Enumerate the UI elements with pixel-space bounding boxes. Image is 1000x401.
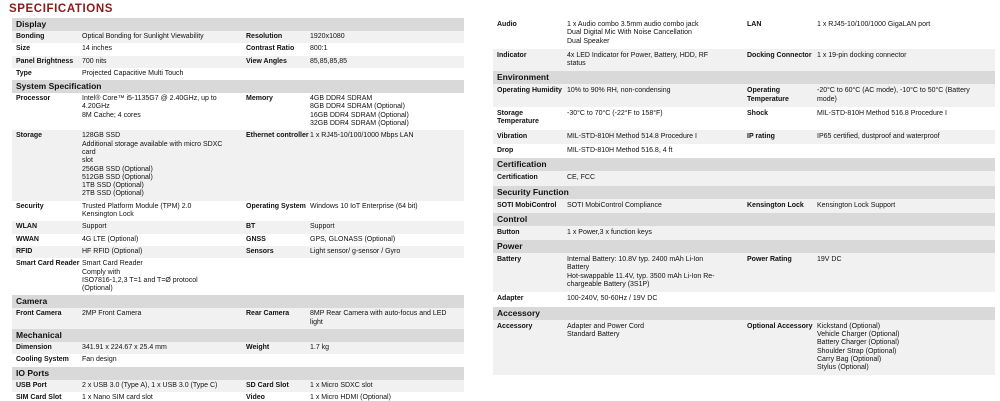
spec-label: Bonding [16,33,45,40]
spec-label: Certification [497,174,538,182]
spec-label: Front Camera [16,310,62,318]
spec-section-camera [12,295,464,329]
spec-label: Size [16,45,31,53]
spec-label [242,356,310,364]
spec-label: Security [16,202,44,210]
spec-value [817,174,995,182]
spec-row [12,342,464,354]
spec-row [12,308,464,329]
spec-row [493,84,995,107]
spec-label: Weight [246,344,270,352]
spec-section-environment [493,71,995,158]
spec-row [12,246,464,258]
spec-label: Memory [246,95,273,103]
section-header: Mechanical [12,329,464,342]
spec-row [12,56,464,68]
spec-value: 1920x1080 [310,33,345,40]
spec-label: Kensington Lock [747,201,804,209]
spec-label: BT [246,223,256,231]
spec-value: 1 x Power,3 x function keys [567,228,652,236]
section-header: Power [493,240,995,253]
spec-label: Ethernet controller [246,132,309,140]
spec-row [493,199,995,213]
spec-label: Operating System [246,202,306,210]
spec-label [743,147,817,155]
spec-value: MIL-STD-810H Method 516.8 Procedure I [817,110,947,118]
spec-row [12,234,464,246]
spec-row [493,253,995,292]
section-header: Camera [12,295,464,308]
spec-row [493,320,995,376]
spec-value: 1 x Audio combo 3.5mm audio combo jack Dual Digital Mic With Noise Cancellation Dual Speaker [567,21,699,45]
spec-row [493,18,995,49]
spec-value: Support [310,223,335,231]
spec-value: Intel® Core™ i5-1135G7 @ 2.40GHz, up to 4.20GHz 8M Cache; 4 cores [82,95,217,119]
spec-value: MIL-STD-810H Method 514.8 Procedure I [567,132,697,140]
spec-row [12,43,464,55]
spec-section-mechanical [12,329,464,367]
spec-row [12,201,464,222]
left-spec-column [12,18,464,401]
spec-label: Optional Accessory [747,322,813,330]
spec-label: RFID [16,247,33,255]
spec-label: Battery [497,256,522,264]
spec-label: SIM Card Slot [16,393,62,401]
section-header: Environment [493,71,995,84]
spec-label: Power Rating [747,256,792,264]
spec-row [12,68,464,80]
section-header: Accessory [493,307,995,320]
spec-section-security-function [493,186,995,213]
spec-value: 1 x Micro HDMI (Optional) [310,393,391,401]
spec-value: -30°C to 70°C (-22°F to 158°F) [567,110,663,118]
spec-value: 700 nits [82,57,107,65]
spec-value: 800:1 [310,45,328,53]
spec-label [743,295,817,303]
spec-label: Storage Temperature [497,110,539,126]
spec-section-system-specification [12,80,464,295]
spec-row [493,107,995,130]
spec-label: Storage [16,132,43,140]
spec-section [493,18,995,71]
spec-value: Kensington Lock Support [817,201,896,209]
spec-row [493,292,995,306]
spec-label: Shock [747,110,769,118]
section-header: Display [12,18,464,31]
spec-value: 14 inches [82,45,112,53]
spec-label [242,70,310,78]
spec-section-power [493,240,995,306]
spec-section-accessory [493,307,995,376]
spec-label: Button [497,228,520,236]
spec-label [743,174,817,182]
spec-value: 100-240V, 50-60Hz / 19V DC [567,295,658,303]
spec-value: 1 x Nano SIM card slot [82,393,153,401]
spec-value: Adapter and Power Cord Standard Battery [567,322,645,338]
spec-label: LAN [747,21,762,28]
spec-value: -20°C to 60°C (AC mode), -10°C to 50°C (Battery mode) [817,87,970,103]
spec-value: Optical Bonding for Sunlight Viewability [82,33,204,40]
spec-label: Sensors [246,247,274,255]
spec-row [493,130,995,144]
spec-row [493,226,995,240]
spec-label: GNSS [246,235,266,243]
spec-section-certification [493,158,995,185]
spec-value [817,147,995,155]
spec-value: 1 x 19-pin docking connector [817,51,907,59]
spec-value: 4GB DDR4 SDRAM 8GB DDR4 SDRAM (Optional) 16GB DDR4 SDRAM (Optional) 32GB DDR4 SDRAM (Optional) [310,95,409,128]
spec-label: Cooling System [16,356,69,364]
spec-label: Docking Connector [747,51,812,59]
spec-label: Drop [497,146,514,154]
spec-value: 2MP Front Camera [82,310,142,318]
section-header: Control [493,213,995,226]
spec-row [12,354,464,366]
spec-label: Adapter [497,295,524,303]
spec-value [310,356,464,364]
spec-value: 19V DC [817,256,842,264]
spec-label: Accessory [497,322,533,330]
spec-section-control [493,213,995,240]
section-header: Security Function [493,186,995,199]
spec-value: SOTI MobiControl Compliance [567,201,662,209]
spec-value: Fan design [82,356,117,364]
spec-value: 4G LTE (Optional) [82,235,139,243]
spec-value: IP65 certified, dustproof and waterproof [817,132,940,140]
spec-value [817,295,995,303]
spec-label: SD Card Slot [246,381,289,389]
spec-row [12,31,464,43]
spec-label: WLAN [16,223,37,231]
section-header: IO Ports [12,367,464,380]
spec-row [12,130,464,200]
spec-value: CE, FCC [567,174,595,182]
spec-value: Internal Battery: 10.8V typ. 2400 mAh Li-Ion Battery Hot-swappable 11.4V, typ. 3500 mAh Li-Ion Re- chargeable Battery (3S1P) [567,256,715,289]
spec-label: Rear Camera [246,310,290,318]
spec-row [12,221,464,233]
spec-label: Audio [497,21,517,28]
spec-value: 8MP Rear Camera with auto-focus and LED light [310,310,447,326]
spec-row [493,171,995,185]
spec-value: Smart Card Reader Comply with ISO7816-1,2,3 T=1 and T=Ø protocol (Optional) [82,260,198,293]
spec-row [12,380,464,392]
spec-value: 128GB SSD Additional storage available with micro SDXC card slot 256GB SSD (Optional) 512GB SSD (Optional) 1TB SSD (Optional) 2TB SSD (Optional) [82,132,223,198]
section-header: Certification [493,158,995,171]
spec-value: MIL-STD-810H Method 516.8, 4 ft [567,146,673,154]
spec-value: Projected Capacitive Multi Touch [82,69,184,77]
spec-value: 1.7 kg [310,344,330,352]
spec-label: WWAN [16,235,39,243]
spec-value: HF RFID (Optional) [82,247,143,255]
spec-row [493,49,995,72]
spec-label: Type [16,69,32,77]
spec-label: Contrast Ratio [246,45,295,53]
spec-value: Windows 10 IoT Enterprise (64 bit) [310,202,418,210]
spec-row [12,392,464,401]
spec-label: Panel Brightness [16,57,74,65]
spec-label: Video [246,393,265,401]
spec-row [12,258,464,295]
spec-row [12,93,464,130]
spec-value [310,70,464,78]
spec-value: 2 x USB 3.0 (Type A), 1 x USB 3.0 (Type C) [82,381,218,389]
spec-value [310,260,464,293]
spec-value [817,229,995,237]
spec-label: Operating Temperature [747,87,789,103]
spec-label: USB Port [16,381,47,389]
spec-label: Resolution [246,33,283,40]
spec-value: Trusted Platform Module (TPM) 2.0 Kensington Lock [82,202,192,219]
spec-value: 1 x Micro SDXC slot [310,381,373,389]
page-title: SPECIFICATIONS [9,3,114,15]
spec-value: Kickstand (Optional) Vehicle Charger (Optional) Battery Charger (Optional) Shoulder Strap (Optional) Carry Bag (Optional) Stylus (Optional) [817,322,900,372]
spec-value: GPS, GLONASS (Optional) [310,235,396,243]
spec-value: 85,85,85,85 [310,57,347,65]
spec-label: SOTI MobiControl [497,201,557,209]
spec-value: Support [82,223,107,231]
spec-label: View Angles [246,57,287,65]
spec-value: 10% to 90% RH, non-condensing [567,87,671,95]
spec-label: IP rating [747,132,775,140]
spec-label: Indicator [497,51,527,59]
spec-label [743,229,817,237]
spec-label: Operating Humidity [497,87,562,95]
section-header: System Specification [12,80,464,93]
spec-label: Processor [16,95,51,103]
spec-label: Vibration [497,132,528,140]
spec-value: 4x LED Indicator for Power, Battery, HDD, RF status [567,51,709,68]
spec-label [242,260,310,293]
spec-label: Smart Card Reader [16,260,80,268]
spec-value: 341.91 x 224.67 x 25.4 mm [82,344,167,352]
spec-value: Light sensor/ g-sensor / Gyro [310,247,401,255]
spec-value: 1 x RJ45-10/100/1000 GigaLAN port [817,21,931,28]
spec-label: Dimension [16,344,52,352]
spec-section-display [12,18,464,80]
right-spec-column [493,18,995,375]
spec-section-io-ports [12,367,464,401]
spec-value: 1 x RJ45-10/100/1000 Mbps LAN [310,132,414,140]
spec-row [493,144,995,158]
